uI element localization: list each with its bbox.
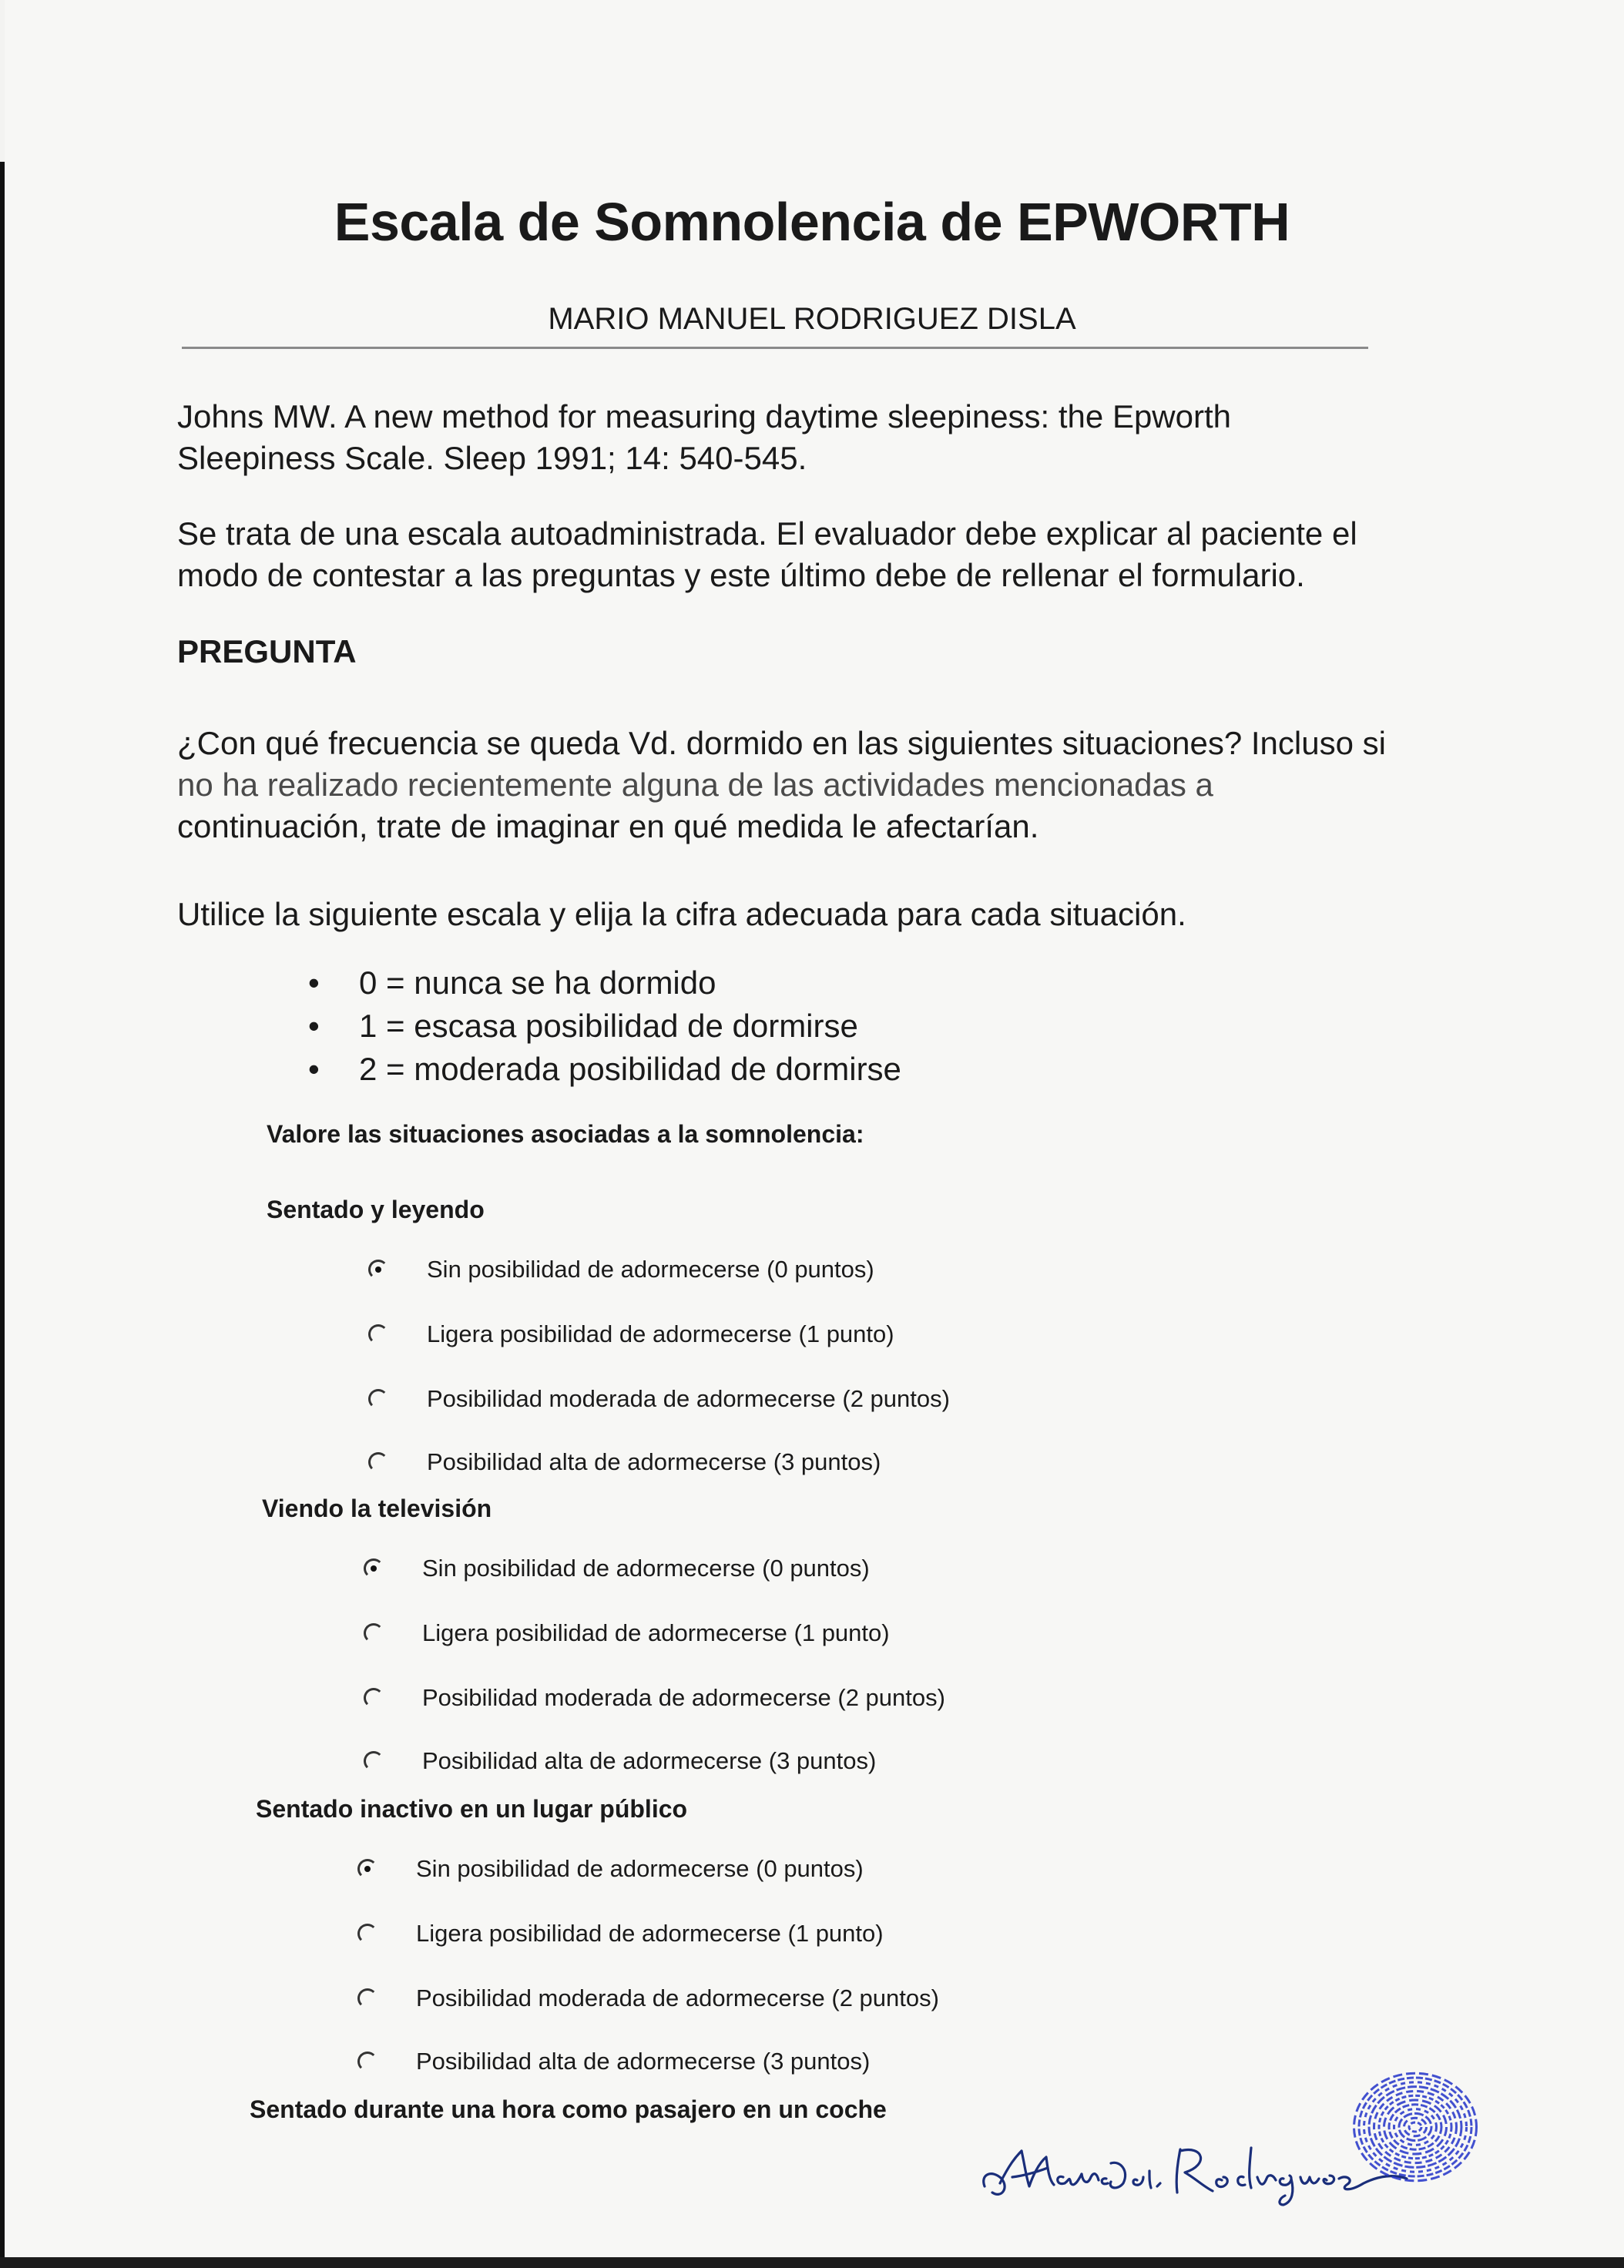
fingerprint-ridge	[1389, 2105, 1441, 2149]
header-divider	[182, 347, 1368, 349]
radio-label: Sin posibilidad de adormecerse (0 puntos)	[416, 1855, 864, 1882]
scale-list	[308, 961, 901, 1091]
radio-label: Posibilidad alta de adormecerse (3 puntos)	[427, 1448, 881, 1475]
radio-dot	[364, 1866, 371, 1872]
radio-label: Posibilidad alta de adormecerse (3 puntos)	[416, 2048, 871, 2075]
radio-label: Sin posibilidad de adormecerse (0 puntos)	[427, 1256, 874, 1283]
scale-item: • 0 = nunca se ha dormido	[308, 961, 901, 1005]
radio-dot	[371, 1565, 377, 1572]
form-intro: Valore las situaciones asociadas a la somnolencia:	[267, 1120, 864, 1148]
radio-option[interactable]	[357, 1920, 884, 1948]
radio-option[interactable]	[368, 1256, 874, 1283]
scale-item: • 1 = escasa posibilidad de dormirse	[308, 1005, 901, 1048]
radio-button[interactable]	[364, 1558, 384, 1579]
question-text-part3: continuación, trate de imaginar en qué medida le afectarían.	[177, 808, 1039, 844]
fingerprint-ridge	[1354, 2073, 1477, 2181]
situation-label: Sentado y leyendo	[267, 1196, 485, 1223]
radio-option[interactable]	[364, 1684, 945, 1712]
situation-label: Sentado durante una hora como pasajero en un coche	[250, 2095, 887, 2123]
radio-option[interactable]	[368, 1320, 894, 1348]
radio-label: Ligera posibilidad de adormecerse (1 punto)	[422, 1619, 890, 1646]
fingerprint-ridge	[1359, 2078, 1471, 2176]
radio-option[interactable]	[368, 1385, 950, 1413]
radio-option[interactable]	[368, 1448, 881, 1476]
author-name: MARIO MANUEL RODRIGUEZ DISLA	[548, 302, 1076, 336]
scale-intro: Utilice la siguiente escala y elija la cifra adecuada para cada situación.	[177, 896, 1186, 932]
radio-option[interactable]	[364, 1747, 876, 1775]
radio-button[interactable]	[364, 1623, 384, 1643]
radio-dot	[375, 1267, 381, 1273]
radio-button[interactable]	[357, 1924, 377, 1944]
fingerprint-ridge	[1404, 2118, 1427, 2136]
instructions-paragraph: Se trata de una escala autoadministrada. El evaluador debe explicar al paciente el modo de contestar a las preguntas y este último debe de rellenar el formulario.	[177, 515, 1357, 593]
radio-label: Posibilidad moderada de adormecerse (2 puntos)	[427, 1385, 950, 1412]
question-paragraph	[177, 723, 1387, 847]
radio-button[interactable]	[364, 1751, 384, 1771]
radio-label: Posibilidad moderada de adormecerse (2 puntos)	[416, 1984, 939, 2011]
scale-item: • 2 = moderada posibilidad de dormirse	[308, 1048, 901, 1091]
radio-label: Ligera posibilidad de adormecerse (1 punto)	[427, 1320, 894, 1347]
radio-option[interactable]	[357, 1984, 939, 2012]
radio-button[interactable]	[368, 1389, 388, 1409]
question-heading: PREGUNTA	[177, 633, 357, 669]
situation-label: Viendo la televisión	[262, 1495, 492, 1522]
fingerprint-ridge	[1409, 2122, 1421, 2132]
radio-button[interactable]	[368, 1260, 388, 1280]
radio-button[interactable]	[368, 1324, 388, 1344]
fingerprint-ridge	[1374, 2091, 1457, 2162]
radio-button[interactable]	[357, 2052, 377, 2072]
question-text-part1: ¿Con qué frecuencia se queda Vd. dormido en las siguientes situaciones? Incluso si	[177, 725, 1386, 761]
radio-option[interactable]	[357, 1855, 864, 1883]
radio-option[interactable]	[364, 1619, 890, 1647]
reference-paragraph: Johns MW. A new method for measuring daytime sleepiness: the Epworth Sleepiness Scale. Sleep 1991; 14: 540-545.	[177, 398, 1232, 476]
situation-label: Sentado inactivo en un lugar público	[256, 1795, 688, 1823]
radio-button[interactable]	[364, 1688, 384, 1708]
radio-button[interactable]	[368, 1452, 388, 1472]
question-text-part2: no ha realizado recientemente alguna de las actividades mencionadas a	[177, 767, 1213, 803]
document-title: Escala de Somnolencia de EPWORTH	[334, 192, 1290, 252]
radio-label: Posibilidad alta de adormecerse (3 puntos)	[422, 1747, 877, 1774]
radio-option[interactable]	[364, 1555, 870, 1582]
radio-label: Ligera posibilidad de adormecerse (1 punto)	[416, 1920, 884, 1947]
page-edge-bottom	[0, 2257, 1624, 2268]
radio-option[interactable]	[357, 2048, 870, 2075]
radio-button[interactable]	[357, 1859, 377, 1879]
radio-button[interactable]	[357, 1988, 377, 2008]
radio-label: Posibilidad moderada de adormecerse (2 puntos)	[422, 1684, 945, 1711]
fingerprint-icon	[1344, 2068, 1483, 2192]
radio-label: Sin posibilidad de adormecerse (0 puntos)	[422, 1555, 870, 1582]
